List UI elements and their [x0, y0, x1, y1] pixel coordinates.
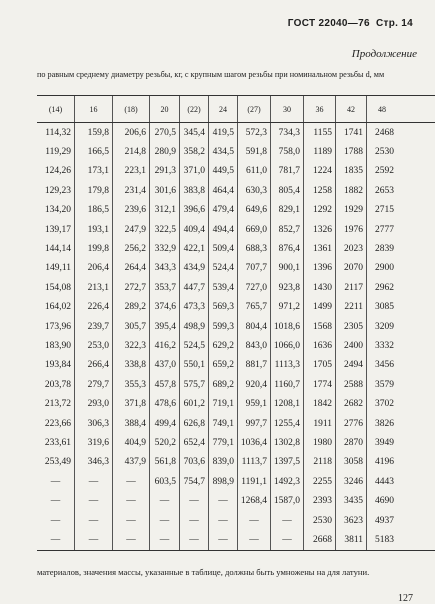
table-cell: 591,8 — [237, 142, 270, 161]
table-cell: 2777 — [366, 220, 397, 239]
table-cell: 2682 — [335, 394, 366, 413]
table-cell: 572,3 — [237, 123, 270, 142]
table-cell: 1835 — [335, 162, 366, 181]
table-cell: — — [112, 511, 149, 530]
table-cell: 457,8 — [149, 375, 179, 394]
table-cell: 1189 — [303, 142, 335, 161]
table-cell: 179,8 — [74, 181, 112, 200]
table-cell: 213,72 — [44, 399, 71, 410]
table-cell: 1842 — [303, 394, 335, 413]
table-cell: 1492,3 — [270, 472, 303, 491]
page-number: 127 — [398, 593, 413, 604]
table-cell: 626,8 — [179, 414, 208, 433]
footer-note: материалов, значения массы, указанные в таблице, должны быть умножены на для латуни. — [37, 567, 370, 577]
table-cell: 301,6 — [149, 181, 179, 200]
table-cell: 2023 — [335, 239, 366, 258]
table-cell: 3085 — [366, 298, 397, 317]
table-row — [37, 298, 435, 317]
table-cell: 630,3 — [237, 181, 270, 200]
column-header: 48 — [366, 96, 397, 122]
table-cell: — — [270, 530, 303, 549]
table-cell: 173,1 — [74, 162, 112, 181]
table-cell: 319,6 — [74, 433, 112, 452]
table-row — [37, 453, 435, 472]
table-cell: 3949 — [366, 433, 397, 452]
table-cell: 920,4 — [237, 375, 270, 394]
table-row — [37, 317, 435, 336]
table-cell: — — [74, 472, 112, 491]
table-cell: 2900 — [366, 259, 397, 278]
table-cell: 2400 — [335, 336, 366, 355]
table-cell: 539,4 — [208, 278, 237, 297]
table-cell: 843,0 — [237, 336, 270, 355]
table-cell: 1191,1 — [237, 472, 270, 491]
table-cell: 223,66 — [44, 418, 71, 429]
table-cell: 561,8 — [149, 453, 179, 472]
table-cell: 419,5 — [208, 123, 237, 142]
table-cell: 183,90 — [44, 340, 71, 351]
table-cell: 231,4 — [112, 181, 149, 200]
table-cell: 611,0 — [237, 162, 270, 181]
column-header: (27) — [237, 96, 270, 122]
table-cell: 3435 — [335, 491, 366, 510]
table-cell: 652,4 — [179, 433, 208, 452]
table-cell: 289,2 — [112, 298, 149, 317]
table-cell: 409,4 — [179, 220, 208, 239]
table-cell: 226,4 — [74, 298, 112, 317]
table-cell: 383,8 — [179, 181, 208, 200]
table-cell: 1741 — [335, 123, 366, 142]
table-cell: 280,9 — [149, 142, 179, 161]
table-row — [37, 414, 435, 433]
table-cell: 2117 — [335, 278, 366, 297]
table-cell: 214,8 — [112, 142, 149, 161]
table-cell: 114,32 — [45, 127, 71, 138]
table-cell: 804,4 — [237, 317, 270, 336]
table-cell: 193,1 — [74, 220, 112, 239]
table-cell: 3826 — [366, 414, 397, 433]
table-cell: — — [179, 491, 208, 510]
table-cell: 2305 — [335, 317, 366, 336]
document-header — [288, 18, 413, 29]
table-cell: 437,9 — [112, 453, 149, 472]
table-cell: 206,4 — [74, 259, 112, 278]
table-row — [37, 201, 435, 220]
table-cell: 199,8 — [74, 239, 112, 258]
table-cell: 322,5 — [149, 220, 179, 239]
table-cell: 1066,0 — [270, 336, 303, 355]
table-cell: 119,29 — [45, 147, 71, 158]
table-cell: 3811 — [335, 530, 366, 549]
table-cell: — — [74, 511, 112, 530]
table-cell: — — [208, 530, 237, 549]
table-cell: 719,1 — [208, 394, 237, 413]
column-header: (18) — [112, 96, 149, 122]
table-cell: 346,3 — [74, 453, 112, 472]
table-cell: 464,4 — [208, 181, 237, 200]
table-cell: 520,2 — [149, 433, 179, 452]
standard-code: ГОСТ 22040—76 — [287, 18, 370, 29]
table-cell: 603,5 — [149, 472, 179, 491]
column-header: 36 — [303, 96, 335, 122]
table-caption: по равным среднему диаметру резьбы, кг, с крупным шагом резьбы при номинальном резьбы d, мм — [37, 70, 385, 79]
table-cell: 1568 — [303, 317, 335, 336]
table-cell: 509,4 — [208, 239, 237, 258]
table-cell: 353,7 — [149, 278, 179, 297]
table-row — [37, 220, 435, 239]
table-cell: 852,7 — [270, 220, 303, 239]
table-cell: 3702 — [366, 394, 397, 413]
table-cell: 923,8 — [270, 278, 303, 297]
table-cell: 186,5 — [74, 201, 112, 220]
table-cell: 149,11 — [45, 263, 71, 274]
table-cell: 233,61 — [44, 437, 71, 448]
table-cell: 1113,7 — [237, 453, 270, 472]
table-cell: 371,8 — [112, 394, 149, 413]
table-cell: 669,0 — [237, 220, 270, 239]
table-cell: 959,1 — [237, 394, 270, 413]
table-cell: 154,08 — [44, 282, 71, 293]
table-cell: 550,1 — [179, 356, 208, 375]
continuation-label: Продолжение — [351, 48, 417, 60]
table-cell: 355,3 — [112, 375, 149, 394]
table-row — [37, 162, 435, 181]
table-row — [37, 181, 435, 200]
table-cell: 779,1 — [208, 433, 237, 452]
table-cell: 5183 — [366, 530, 397, 549]
table-cell: — — [237, 530, 270, 549]
table-cell: 754,7 — [179, 472, 208, 491]
table-body — [37, 123, 435, 551]
table-cell: 2839 — [366, 239, 397, 258]
table-cell: 264,4 — [112, 259, 149, 278]
table-cell: 129,23 — [44, 185, 71, 196]
table-cell: 203,78 — [44, 379, 71, 390]
table-cell: — — [179, 530, 208, 549]
table-cell: 2776 — [335, 414, 366, 433]
table-cell: 159,8 — [74, 123, 112, 142]
table-cell: 997,7 — [237, 414, 270, 433]
table-cell: 3579 — [366, 375, 397, 394]
table-cell: 164,02 — [44, 302, 71, 313]
table-cell: 898,9 — [208, 472, 237, 491]
table-cell: 3623 — [335, 511, 366, 530]
column-header: (22) — [179, 96, 208, 122]
table-row — [37, 278, 435, 297]
table-cell: 1882 — [335, 181, 366, 200]
table-row — [37, 491, 435, 510]
table-cell: 1155 — [303, 123, 335, 142]
table-cell: 293,0 — [74, 394, 112, 413]
table-cell: 499,4 — [149, 414, 179, 433]
table-cell: 1911 — [303, 414, 335, 433]
table-cell: 1268,4 — [237, 491, 270, 510]
table-cell: 524,4 — [208, 259, 237, 278]
table-cell: 689,2 — [208, 375, 237, 394]
table-cell: 629,2 — [208, 336, 237, 355]
table-cell: — — [179, 511, 208, 530]
table-cell: 124,26 — [44, 166, 71, 177]
table-cell: 206,6 — [112, 123, 149, 142]
table-cell: 1774 — [303, 375, 335, 394]
table-cell: 2962 — [366, 278, 397, 297]
table-cell: — — [74, 530, 112, 549]
table-cell: 1499 — [303, 298, 335, 317]
table-cell: 166,5 — [74, 142, 112, 161]
table-header-row — [37, 95, 435, 123]
table-cell: 239,7 — [74, 317, 112, 336]
table-cell: — — [208, 511, 237, 530]
table-row — [37, 375, 435, 394]
mass-table — [37, 95, 435, 551]
table-cell: 2592 — [366, 162, 397, 181]
table-cell: 3209 — [366, 317, 397, 336]
table-cell: 338,8 — [112, 356, 149, 375]
table-cell: 447,7 — [179, 278, 208, 297]
table-cell: 253,49 — [44, 457, 71, 468]
table-cell: 396,6 — [179, 201, 208, 220]
table-cell: 2494 — [335, 356, 366, 375]
table-cell: 395,4 — [149, 317, 179, 336]
table-cell: 2715 — [366, 201, 397, 220]
page-label: Стр. 14 — [375, 18, 413, 29]
table-cell: 139,17 — [44, 224, 71, 235]
table-cell: 193,84 — [44, 360, 71, 371]
table-cell: 900,1 — [270, 259, 303, 278]
table-cell: 437,0 — [149, 356, 179, 375]
table-cell: — — [208, 491, 237, 510]
table-cell: 266,4 — [74, 356, 112, 375]
table-cell: 279,7 — [74, 375, 112, 394]
table-cell: 2653 — [366, 181, 397, 200]
table-cell: 1208,1 — [270, 394, 303, 413]
table-cell: 734,3 — [270, 123, 303, 142]
table-cell: 4690 — [366, 491, 397, 510]
table-cell: 479,4 — [208, 201, 237, 220]
table-row — [37, 511, 435, 530]
column-header: 16 — [74, 96, 112, 122]
table-cell: 659,2 — [208, 356, 237, 375]
table-cell: 332,9 — [149, 239, 179, 258]
table-cell: 1258 — [303, 181, 335, 200]
table-cell: 2530 — [303, 511, 335, 530]
table-cell: 649,6 — [237, 201, 270, 220]
table-cell: 134,20 — [44, 205, 71, 216]
table-cell: — — [50, 476, 61, 487]
table-cell: 3058 — [335, 453, 366, 472]
table-cell: 434,9 — [179, 259, 208, 278]
table-cell: 601,2 — [179, 394, 208, 413]
table-cell: 422,1 — [179, 239, 208, 258]
table-cell: 388,4 — [112, 414, 149, 433]
table-cell: 971,2 — [270, 298, 303, 317]
table-cell: — — [270, 511, 303, 530]
table-cell: 449,5 — [208, 162, 237, 181]
table-cell: — — [50, 496, 61, 507]
table-cell: 1224 — [303, 162, 335, 181]
table-cell: — — [112, 472, 149, 491]
table-cell: 1302,8 — [270, 433, 303, 452]
table-cell: 404,9 — [112, 433, 149, 452]
table-cell: 2211 — [335, 298, 366, 317]
table-cell: 434,5 — [208, 142, 237, 161]
table-cell: 498,9 — [179, 317, 208, 336]
table-cell: 2870 — [335, 433, 366, 452]
table-cell: 322,3 — [112, 336, 149, 355]
table-cell: 3332 — [366, 336, 397, 355]
table-cell: 478,6 — [149, 394, 179, 413]
column-header: 30 — [270, 96, 303, 122]
table-cell: 272,7 — [112, 278, 149, 297]
table-cell: 1788 — [335, 142, 366, 161]
table-cell: 2255 — [303, 472, 335, 491]
table-cell: 765,7 — [237, 298, 270, 317]
table-cell: 1430 — [303, 278, 335, 297]
table-cell: 358,2 — [179, 142, 208, 161]
table-cell: 707,7 — [237, 259, 270, 278]
table-cell: 1160,7 — [270, 375, 303, 394]
table-cell: 3246 — [335, 472, 366, 491]
table-cell: — — [50, 534, 61, 545]
table-row — [37, 239, 435, 258]
table-cell: 1976 — [335, 220, 366, 239]
table-cell: — — [50, 515, 61, 526]
column-header: 42 — [335, 96, 366, 122]
table-cell: 569,3 — [208, 298, 237, 317]
table-cell: 1018,6 — [270, 317, 303, 336]
table-row — [37, 472, 435, 491]
table-cell: 805,4 — [270, 181, 303, 200]
table-row — [37, 259, 435, 278]
column-header: 24 — [208, 96, 237, 122]
table-cell: — — [149, 511, 179, 530]
table-row — [37, 433, 435, 452]
table-cell: 1036,4 — [237, 433, 270, 452]
table-cell: 1397,5 — [270, 453, 303, 472]
table-cell: 2588 — [335, 375, 366, 394]
table-cell: 727,0 — [237, 278, 270, 297]
table-cell: 2468 — [366, 123, 397, 142]
table-row — [37, 336, 435, 355]
table-cell: 1587,0 — [270, 491, 303, 510]
table-row — [37, 530, 435, 549]
table-cell: 1361 — [303, 239, 335, 258]
table-cell: — — [149, 491, 179, 510]
table-cell: — — [112, 530, 149, 549]
table-row — [37, 394, 435, 413]
table-cell: 1113,3 — [270, 356, 303, 375]
table-cell: 2118 — [303, 453, 335, 472]
table-cell: 144,14 — [44, 244, 71, 255]
table-cell: 4196 — [366, 453, 397, 472]
table-cell: 781,7 — [270, 162, 303, 181]
table-cell: 256,2 — [112, 239, 149, 258]
table-cell: — — [149, 530, 179, 549]
table-cell: — — [112, 491, 149, 510]
table-cell: 524,5 — [179, 336, 208, 355]
table-cell: 1980 — [303, 433, 335, 452]
table-cell: 2530 — [366, 142, 397, 161]
table-cell: 173,96 — [44, 321, 71, 332]
table-cell: 881,7 — [237, 356, 270, 375]
table-cell: 575,7 — [179, 375, 208, 394]
table-cell: 270,5 — [149, 123, 179, 142]
table-cell: 494,4 — [208, 220, 237, 239]
table-cell: 374,6 — [149, 298, 179, 317]
table-cell: 1636 — [303, 336, 335, 355]
table-cell: 1705 — [303, 356, 335, 375]
table-cell: 2668 — [303, 530, 335, 549]
table-cell: 839,0 — [208, 453, 237, 472]
table-cell: 305,7 — [112, 317, 149, 336]
table-cell: 1292 — [303, 201, 335, 220]
table-cell: 223,1 — [112, 162, 149, 181]
table-cell: 4937 — [366, 511, 397, 530]
table-cell: 416,2 — [149, 336, 179, 355]
table-cell: 1326 — [303, 220, 335, 239]
table-cell: 239,6 — [112, 201, 149, 220]
table-cell: 4443 — [366, 472, 397, 491]
table-cell: 1255,4 — [270, 414, 303, 433]
table-cell: 2070 — [335, 259, 366, 278]
table-row — [37, 142, 435, 161]
table-cell: 247,9 — [112, 220, 149, 239]
column-header: 20 — [149, 96, 179, 122]
table-cell: 312,1 — [149, 201, 179, 220]
table-cell: 343,3 — [149, 259, 179, 278]
table-row — [37, 356, 435, 375]
table-row — [37, 123, 435, 142]
table-cell: — — [237, 511, 270, 530]
table-cell: 1929 — [335, 201, 366, 220]
table-cell: 3456 — [366, 356, 397, 375]
table-cell: 291,3 — [149, 162, 179, 181]
column-header: (14) — [48, 104, 63, 114]
table-cell: 1396 — [303, 259, 335, 278]
table-cell: 876,4 — [270, 239, 303, 258]
table-cell: 213,1 — [74, 278, 112, 297]
table-cell: 758,0 — [270, 142, 303, 161]
table-cell: 306,3 — [74, 414, 112, 433]
table-cell: 829,1 — [270, 201, 303, 220]
table-cell: 371,0 — [179, 162, 208, 181]
table-cell: 749,1 — [208, 414, 237, 433]
table-cell: 473,3 — [179, 298, 208, 317]
table-cell: 253,0 — [74, 336, 112, 355]
table-cell: — — [74, 491, 112, 510]
table-cell: 703,6 — [179, 453, 208, 472]
table-cell: 688,3 — [237, 239, 270, 258]
table-cell: 599,3 — [208, 317, 237, 336]
table-cell: 345,4 — [179, 123, 208, 142]
table-cell: 2393 — [303, 491, 335, 510]
